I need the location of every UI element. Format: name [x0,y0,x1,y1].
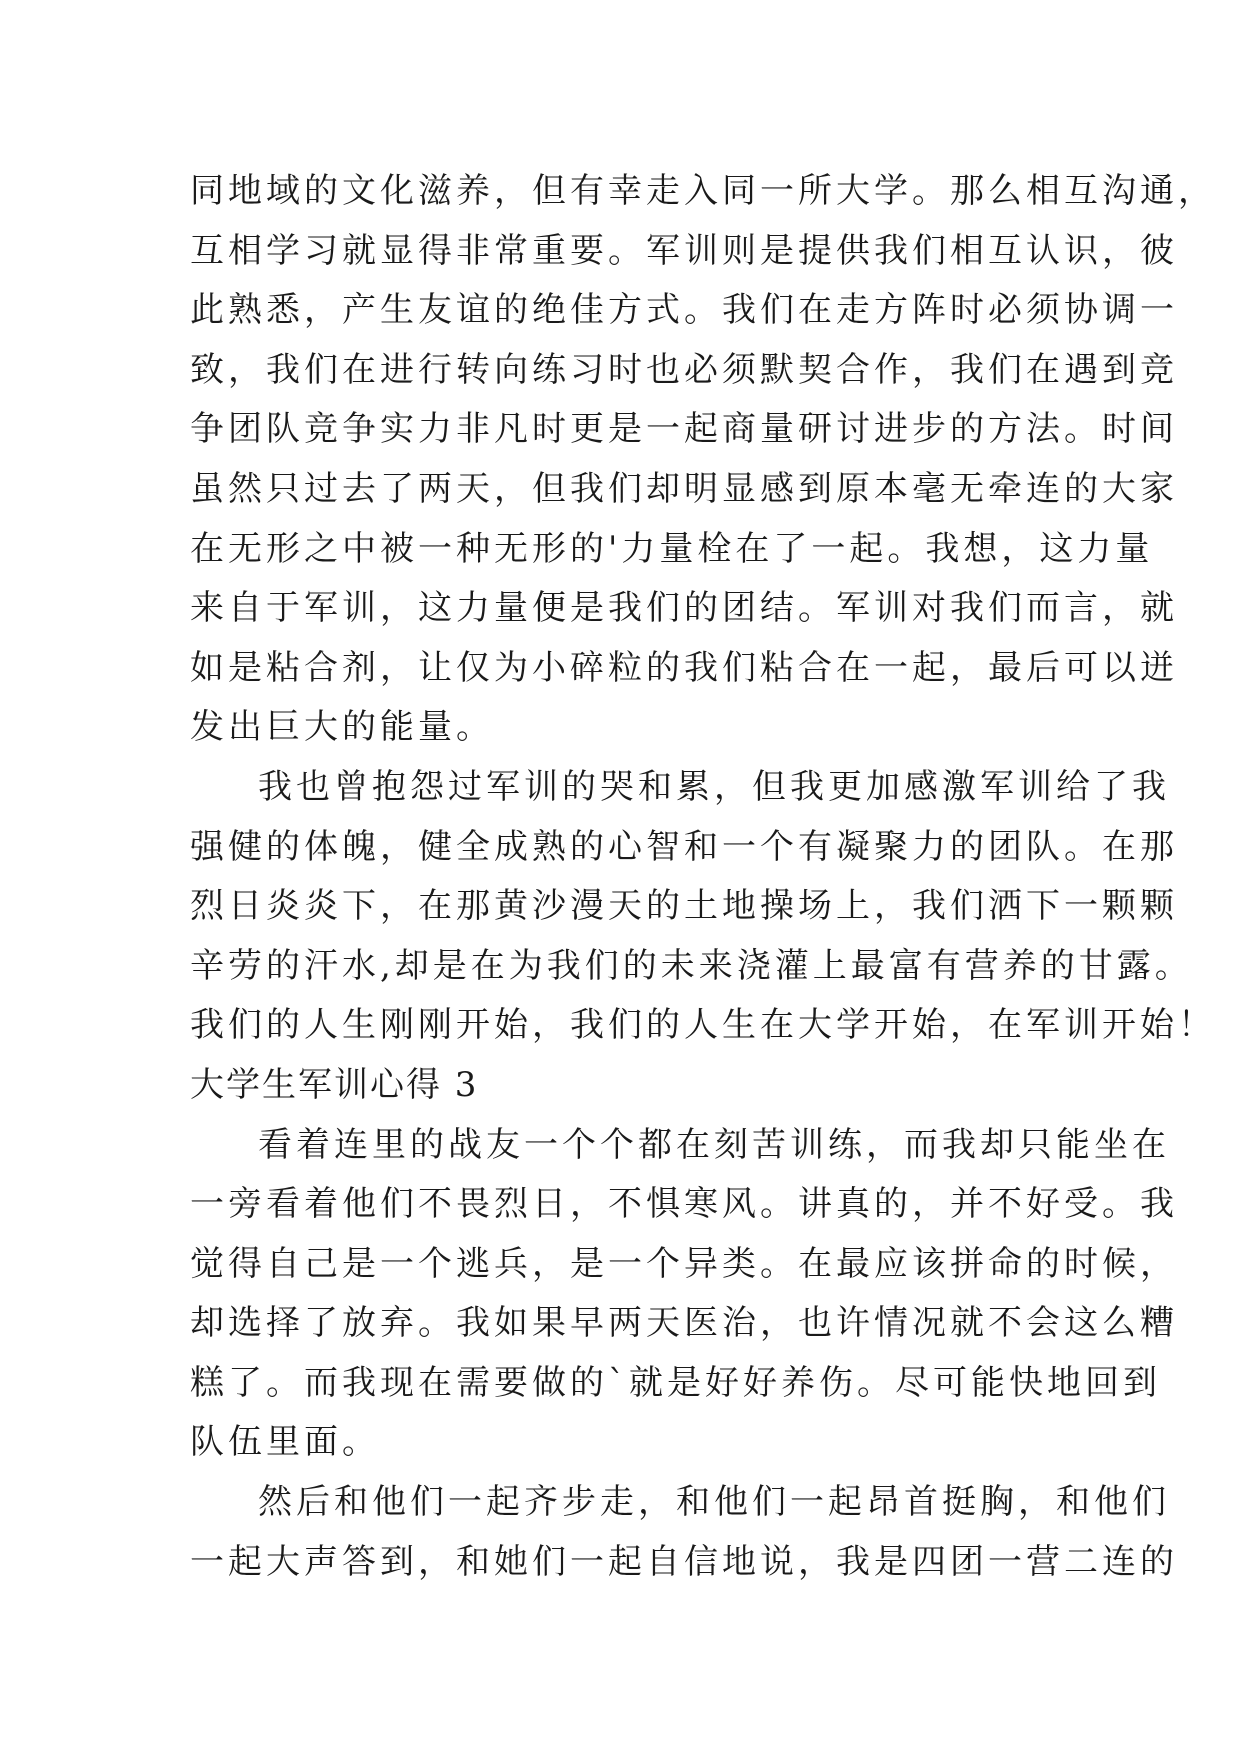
text-line: 强健的体魄，健全成熟的心智和一个有凝聚力的团队。在那 [190,826,1178,867]
text-line: 在无形之中被一种无形的'力量栓在了一起。我想，这力量 [190,528,1154,569]
paragraph-2 [190,758,1216,1056]
text-line: 辛劳的汗水,却是在为我们的未来浇灌上最富有营养的甘露。 [190,945,1193,986]
text-line: 队伍里面。 [190,1422,380,1463]
text-line: 发出巨大的能量。 [190,707,494,748]
text-line: 糕了。而我现在需要做的`就是好好养伤。尽可能快地回到 [190,1362,1161,1403]
text-line: 虽然只过去了两天，但我们却明显感到原本毫无牵连的大家 [190,468,1178,509]
text-line: 一起大声答到，和她们一起自信地说，我是四团一营二连的 [190,1541,1178,1582]
document-body [190,162,1216,1592]
text-line: 却选择了放弃。我如果早两天医治，也许情况就不会这么糟 [190,1303,1178,1344]
text-line: 然后和他们一起齐步走，和他们一起昂首挺胸，和他们 [258,1482,1170,1523]
text-line: 如是粘合剂，让仅为小碎粒的我们粘合在一起，最后可以迸 [190,647,1178,688]
text-line: 争团队竞争实力非凡时更是一起商量研讨进步的方法。时间 [190,409,1178,450]
text-line: 来自于军训，这力量便是我们的团结。军训对我们而言，就 [190,588,1178,629]
text-line: 烈日炎炎下，在那黄沙漫天的土地操场上，我们洒下一颗颗 [190,886,1178,927]
text-line: 看着连里的战友一个个都在刻苦训练，而我却只能坐在 [258,1124,1170,1165]
text-line: 觉得自己是一个逃兵，是一个异类。在最应该拼命的时候， [190,1243,1178,1284]
paragraph-4 [190,1473,1178,1592]
paragraph-1 [190,162,1216,758]
text-line: 我也曾抱怨过军训的哭和累，但我更加感激军训给了我 [258,766,1170,807]
text-line: 同地域的文化滋养，但有幸走入同一所大学。那么相互沟通， [190,171,1216,211]
text-line: 致，我们在进行转向练习时也必须默契合作，我们在遇到竞 [190,349,1178,390]
text-line: 一旁看着他们不畏烈日，不惧寒风。讲真的，并不好受。我 [190,1184,1178,1225]
section-heading: 大学生军训心得 3 [190,1064,479,1105]
paragraph-3 [190,1116,1178,1474]
text-line: 此熟悉，产生友谊的绝佳方式。我们在走方阵时必须协调一 [190,290,1178,331]
text-line: 我们的人生刚刚开始，我们的人生在大学开始，在军训开始！ [190,1005,1216,1046]
text-line: 互相学习就显得非常重要。军训则是提供我们相互认识，彼 [190,230,1178,271]
